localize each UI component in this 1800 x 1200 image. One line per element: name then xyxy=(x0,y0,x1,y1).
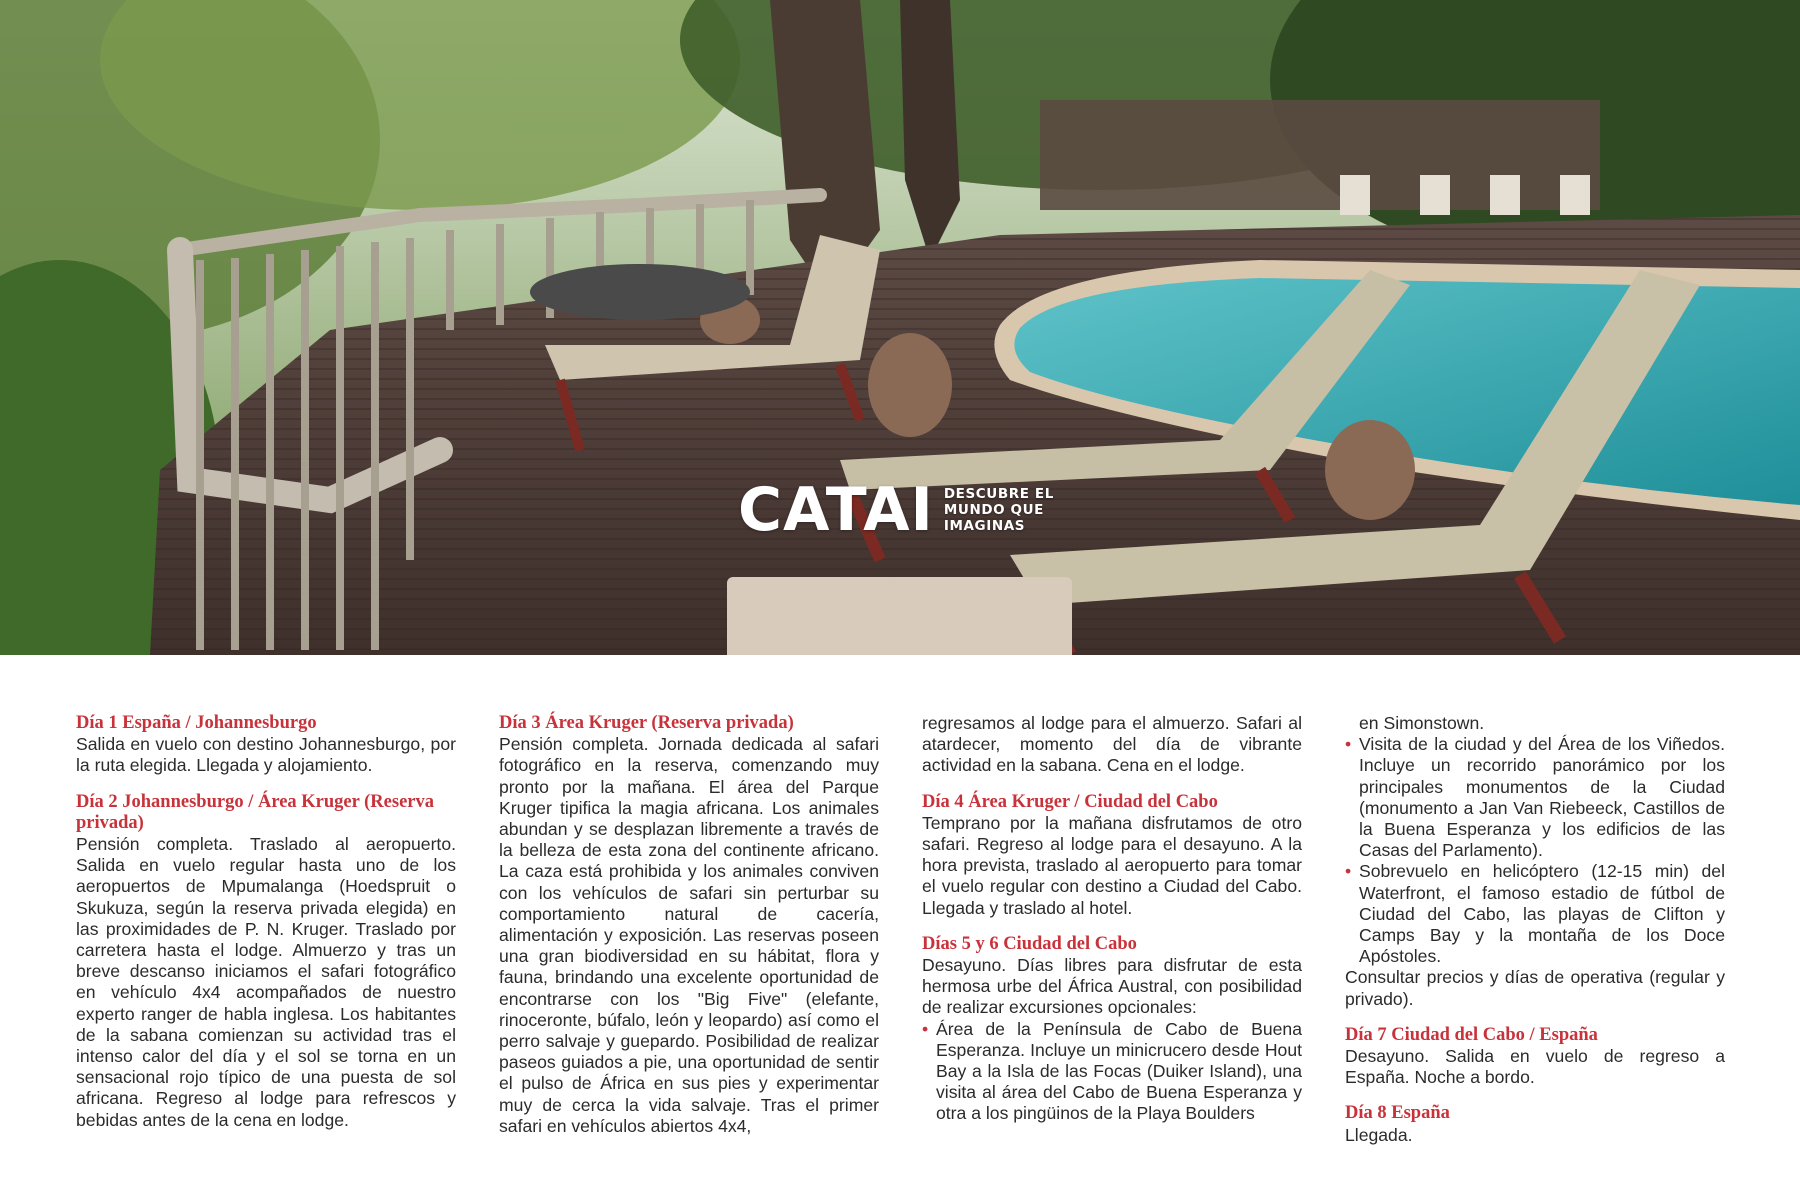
day-1 xyxy=(76,713,456,777)
day-8-text: Llegada. xyxy=(1345,1124,1413,1145)
day-8-title: Día 8 España xyxy=(1345,1103,1450,1124)
day-2-text: Pensión completa. Traslado al aeropuerto. Salida en vuelo regular hasta uno de los aeropuertos de Mpumalanga (Hoedspruit o Skukuza, según la reserva privada elegida) en las proximidades de P. N. Kruger. Traslado por carretera hasta el lodge. Almuerzo y tras un breve descanso iniciamos el safari fotográfico en vehículo 4x4 acompañados de nuestro experto ranger de habla inglesa. Los habitantes de la sabana comienzan su actividad tras el intenso calor del día y el sol se torna en un sensacional rojo típico de una puesta de sol africana. Regreso al lodge para refrescos y bebidas antes de la cena en lodge. xyxy=(76,834,456,1130)
day-4 xyxy=(922,792,1302,919)
day-2-title: Día 2 Johannesburgo / Área Kruger (Reserva privada) xyxy=(76,791,434,833)
decorative-tab xyxy=(727,577,1072,655)
day-4-title: Día 4 Área Kruger / Ciudad del Cabo xyxy=(922,791,1218,812)
excursion-item: • Sobrevuelo en helicóptero (12-15 min) del Waterfront, el famoso estadio de fútbol de Ciudad del Cabo, las playas de Clifton y Camps Bay y la montaña de los Doce Apóstoles. xyxy=(1345,861,1725,967)
day-1-title: Día 1 España / Johannesburgo xyxy=(76,713,317,733)
day-4-text: Temprano por la mañana disfrutamos de otro safari. Regreso al lodge para el desayuno. A la hora prevista, traslado al aeropuerto para tomar el vuelo regular con destino a Ciudad del Cabo. Llegada y traslado al hotel. xyxy=(922,812,1302,918)
excursions-note: Consultar precios y días de operativa (regular y privado). xyxy=(1345,967,1725,1009)
brand-tagline xyxy=(944,486,1054,534)
days-5-6-text: Desayuno. Días libres para disfrutar de esta hermosa urbe del África Austral, con posibilidad de realizar excursiones opcionales: xyxy=(922,955,1302,1018)
day-8 xyxy=(1345,1103,1725,1145)
brand-tagline-line-1: DESCUBRE EL xyxy=(943,486,1054,502)
day-7 xyxy=(1345,1025,1725,1089)
itinerary-column-4 xyxy=(1345,713,1725,1161)
days-5-6 xyxy=(922,934,1302,1125)
day-7-title: Día 7 Ciudad del Cabo / España xyxy=(1345,1024,1598,1045)
brand-logo xyxy=(738,475,1054,545)
itinerary-column-3 xyxy=(922,713,1302,1140)
days-5-6-title: Días 5 y 6 Ciudad del Cabo xyxy=(922,933,1137,954)
excursion-item-continuation: en Simonstown. xyxy=(1359,713,1485,733)
itinerary-column-2 xyxy=(499,713,879,1152)
day-7-text: Desayuno. Salida en vuelo de regreso a España. Noche a bordo. xyxy=(1345,1046,1725,1088)
day-3-title: Día 3 Área Kruger (Reserva privada) xyxy=(499,713,794,733)
excursion-item: • Visita de la ciudad y del Área de los Viñedos. Incluye un recorrido panorámico por los principales monumentos de la Ciudad (monumento a Jan Van Riebeeck, Castillos de la Buena Esperanza y los edificios de las Casas del Parlamento). xyxy=(1345,734,1725,861)
itinerary xyxy=(0,713,1800,1200)
itinerary-column-1 xyxy=(76,713,456,1146)
days-5-6-continued xyxy=(1345,713,1725,1010)
brand-tagline-line-3: IMAGINAS xyxy=(943,518,1026,534)
excursion-list-continued xyxy=(1345,734,1725,967)
day-3-continued xyxy=(922,713,1302,777)
day-1-text: Salida en vuelo con destino Johannesburgo, por la ruta elegida. Llegada y alojamiento. xyxy=(76,734,456,776)
day-3-continuation: regresamos al lodge para el almuerzo. Safari al atardecer, momento del día de vibrante actividad en la sabana. Cena en el lodge. xyxy=(922,713,1302,776)
brand-name: CATAI xyxy=(738,475,934,545)
excursion-item: • Área de la Península de Cabo de Buena Esperanza. Incluye un minicrucero desde Hout Bay a la Isla de las Focas (Duiker Island), una visita al área del Cabo de Buena Esperanza y otra a los pingüinos de la Playa Boulders xyxy=(922,1019,1302,1125)
excursion-list xyxy=(922,1019,1302,1125)
day-3 xyxy=(499,713,879,1137)
day-3-text: Pensión completa. Jornada dedicada al safari fotográfico en la reserva, comenzando muy pronto por la mañana. El área del Parque Kruger tipifica la magia africana. Los animales abundan y se desplazan libremente a través de la belleza de esta zona del continente africano. La caza está prohibida y los animales conviven con los vehículos de safari sin perturbar su comportamiento natural de cacería, alimentación y exposición. Las reservas poseen una gran biodiversidad en su hábitat, flora y fauna, brindando una excelente oportunidad de encontrarse con los "Big Five" (elefante, rinoceronte, búfalo, león y leopardo) así como el perro salvaje y guepardo. Posibilidad de realizar paseos guiados a pie, una oportunidad de sentir el pulso de África en sus pies y experimentar muy de cerca la vida salvaje. Tras el primer safari en vehículos abiertos 4x4, xyxy=(499,734,879,1136)
brand-tagline-line-2: MUNDO QUE xyxy=(943,502,1044,518)
day-2 xyxy=(76,792,456,1131)
